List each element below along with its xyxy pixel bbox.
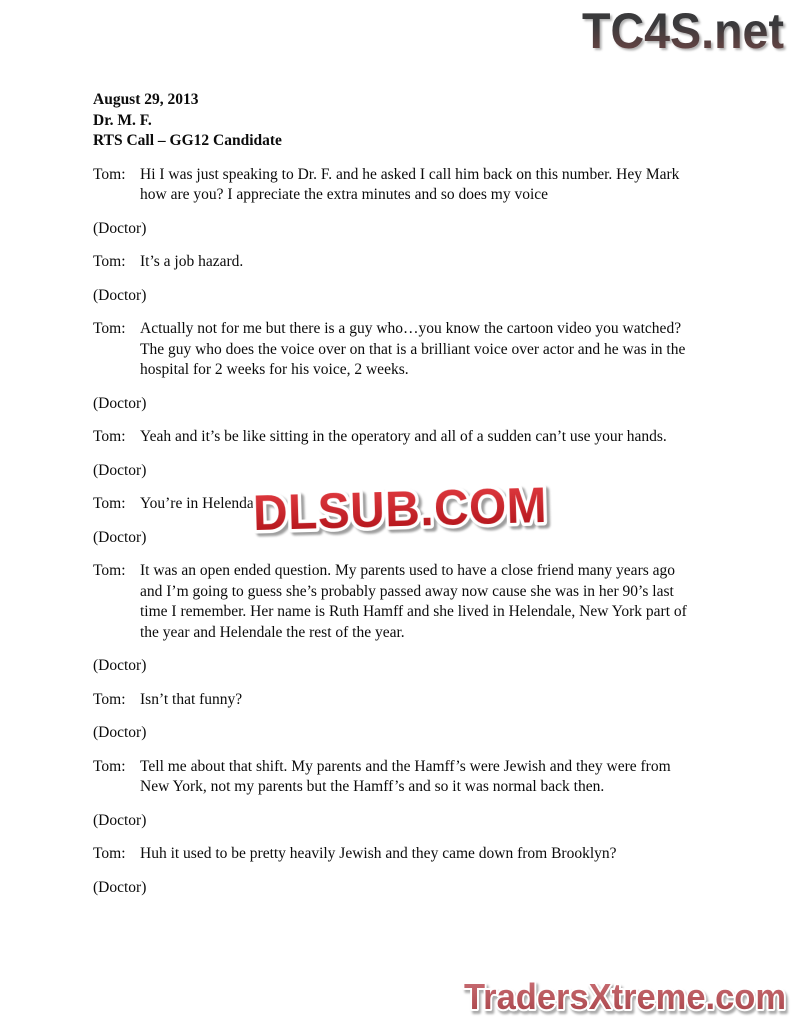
utterance-text: Huh it used to be pretty heavily Jewish and they came down from Brooklyn? xyxy=(140,845,617,862)
header-line: Dr. M. F. xyxy=(93,111,152,129)
utterance-text: Isn’t that funny? xyxy=(140,690,243,708)
dialogue-line xyxy=(93,844,695,865)
speaker-label: Tom: xyxy=(93,165,126,183)
speaker-label: Tom: xyxy=(93,320,126,337)
utterance-text: Tell me about that shift. My parents and the Hamff’s were Jewish and they were from New York, not my parents but the Hamff’s and so it was normal back then. xyxy=(140,757,671,795)
header-line: RTS Call – GG12 Candidate xyxy=(93,132,282,149)
utterance-text: It was an open ended question. My parents used to have a close friend many years ago and I’m going to guess she’s probably passed away now cause she was in her 90’s last time I remember. Her name is Ruth Hamff and she lived in Helendale, New York part of the year and Helendale the rest of the year. xyxy=(140,562,687,641)
utterance-text: Yeah and it’s be like sitting in the operatory and all of a sudden can’t use your hands. xyxy=(140,428,667,445)
tradersxtreme-watermark-text: TradersXtreme.com xyxy=(464,976,786,1017)
dlsub-watermark xyxy=(239,470,561,549)
utterance-text: Hi I was just speaking to Dr. F. and he asked I call him back on this number. Hey Mark how are you? I appreciate the extra minutes and so does my voice xyxy=(140,165,680,203)
header-line: August 29, 2013 xyxy=(93,91,199,108)
speaker-label: Tom: xyxy=(93,495,126,512)
doctor-placeholder: (Doctor) xyxy=(93,878,147,896)
dialogue-line xyxy=(93,165,695,206)
speaker-label: Tom: xyxy=(93,757,126,775)
doctor-placeholder: (Doctor) xyxy=(93,394,147,412)
dialogue-line xyxy=(93,757,695,798)
dialogue-line xyxy=(93,690,695,711)
utterance-text: You’re in Helenda xyxy=(140,495,254,512)
doctor-placeholder: (Doctor) xyxy=(93,811,147,829)
speaker-label: Tom: xyxy=(93,428,126,445)
tc4s-logo xyxy=(576,1,790,59)
speaker-label: Tom: xyxy=(93,690,126,708)
tc4s-logo-text: TC4S.net xyxy=(582,3,785,59)
tradersxtreme-watermark xyxy=(455,972,791,1024)
dialogue-line xyxy=(93,561,695,643)
doctor-placeholder: (Doctor) xyxy=(93,219,147,237)
speaker-label: Tom: xyxy=(93,253,126,270)
doctor-placeholder: (Doctor) xyxy=(93,724,147,741)
speaker-label: Tom: xyxy=(93,562,126,579)
utterance-text: It’s a job hazard. xyxy=(140,253,244,270)
dialogue-line xyxy=(93,319,695,381)
dialogue-line xyxy=(93,252,695,273)
speaker-label: Tom: xyxy=(93,845,126,862)
doctor-placeholder: (Doctor) xyxy=(93,461,147,479)
doctor-placeholder: (Doctor) xyxy=(93,528,147,546)
dialogue-line xyxy=(93,427,695,448)
doctor-placeholder: (Doctor) xyxy=(93,657,147,674)
dlsub-watermark-text: DLSUB.COM xyxy=(252,476,561,542)
utterance-text: Actually not for me but there is a guy who…you know the cartoon video you watched? The guy who does the voice over on that is a brilliant voice over actor and he was in the hospital for 2 weeks for his voice, 2 weeks. xyxy=(140,320,686,378)
document-header xyxy=(93,90,695,152)
doctor-placeholder: (Doctor) xyxy=(93,286,147,304)
